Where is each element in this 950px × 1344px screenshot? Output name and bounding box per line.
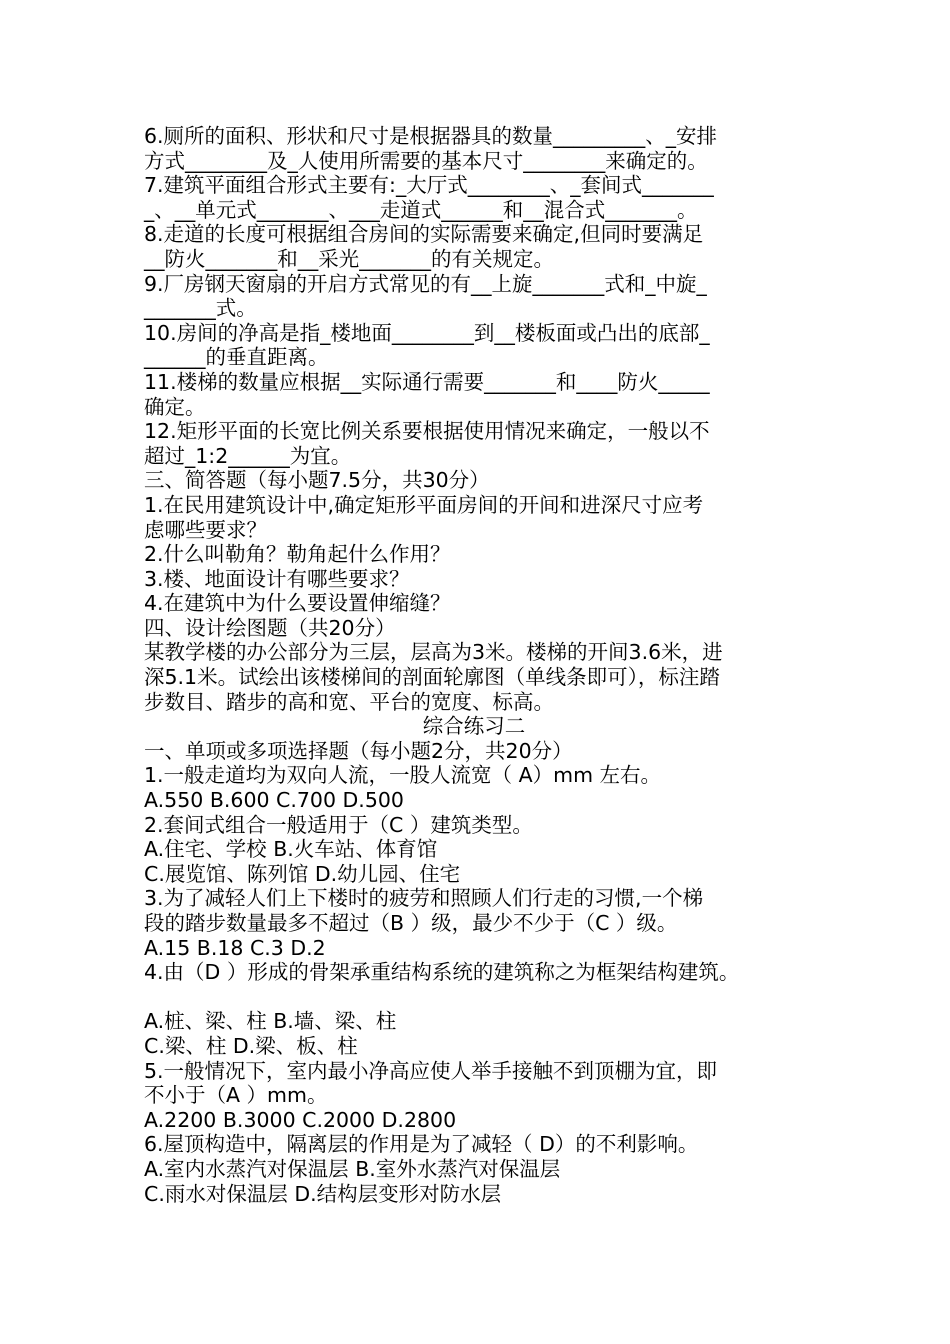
text-line: ______的垂直距离。 <box>144 345 329 370</box>
text-line: 12.矩形平面的长宽比例关系要根据使用情况来确定，一般以不 <box>144 419 710 444</box>
text-line: 2.什么叫勒角？勒角起什么作用？ <box>144 542 451 567</box>
text-line: 虑哪些要求？ <box>144 517 267 542</box>
answer-options: A.15 B.18 C.3 D.2 <box>144 935 326 960</box>
text-line: 某教学楼的办公部分为三层，层高为3米。楼梯的开间3.6米，进 <box>144 640 723 665</box>
answer-options: A.2200 B.3000 C.2000 D.2800 <box>144 1107 457 1132</box>
text-line: 不小于（A ）mm。 <box>144 1083 328 1108</box>
document-page <box>144 124 824 1206</box>
text-line: 6.屋顶构造中，隔离层的作用是为了减轻（ D）的不利影响。 <box>144 1132 699 1157</box>
text-line: 6.厕所的面积、形状和尺寸是根据器具的数量_________、_安排 <box>144 124 718 148</box>
text-line: 1.在民用建筑设计中,确定矩形平面房间的开间和进深尺寸应考 <box>144 492 704 517</box>
answer-options: A.室内水蒸汽对保温层 B.室外水蒸汽对保温层 <box>144 1156 561 1181</box>
exercise-title: 综合练习二 <box>422 714 526 739</box>
text-line: 9.厂房钢天窗扇的开启方式常见的有__上旋_______式和_中旋_ <box>144 271 707 296</box>
text-line: 超过_1:2______为宜。 <box>144 443 352 468</box>
text-line: 段的踏步数量最多不超过（B ）级，最少不少于（C ）级。 <box>144 911 678 935</box>
answer-options: A.住宅、学校 B.火车站、体育馆 <box>144 837 438 862</box>
text-line: 5.一般情况下，室内最小净高应使人举手接触不到顶棚为宜，即 <box>144 1058 718 1083</box>
text-line: 7.建筑平面组合形式主要有:_大厅式________、_套间式_______ <box>144 173 714 198</box>
text-line: 4.由（D ）形成的骨架承重结构系统的建筑称之为框架结构建筑。 <box>144 960 740 985</box>
text-line: 4.在建筑中为什么要设置伸缩缝？ <box>144 591 451 616</box>
text-line: 3.楼、地面设计有哪些要求？ <box>144 566 410 591</box>
text-line: 8.走道的长度可根据组合房间的实际需要来确定,但同时要满足 <box>144 222 704 247</box>
text-line: 方式________及_人使用所需要的基本尺寸________来确定的。 <box>144 148 708 173</box>
text-line: 11.楼梯的数量应根据__实际通行需要_______和____防火_____ <box>144 369 710 394</box>
text-line: 3.为了减轻人们上下楼时的疲劳和照顾人们行走的习惯,一个梯 <box>144 886 704 911</box>
text-line: 2.套间式组合一般适用于（C ）建筑类型。 <box>144 812 533 837</box>
answer-options: C.梁、柱 D.梁、板、柱 <box>144 1033 358 1058</box>
text-line: 确定。 <box>144 394 206 419</box>
text-line: 10.房间的净高是指_楼地面________到__楼板面或凸出的底部_ <box>144 320 710 345</box>
text-line: 深5.1米。试绘出该楼梯间的剖面轮廓图（单线条即可），标注踏 <box>144 665 720 690</box>
text-line: __防火_______和__采光_______的有关规定。 <box>144 246 554 271</box>
answer-options: A.桩、梁、柱 B.墙、梁、柱 <box>144 1009 397 1034</box>
answer-options: A.550 B.600 C.700 D.500 <box>144 788 404 813</box>
section-heading: 一、单项或多项选择题（每小题2分，共20分） <box>144 738 573 763</box>
text-line: 步数目、踏步的高和宽、平台的宽度、标高。 <box>144 689 554 714</box>
answer-options: C.展览馆、陈列馆 D.幼儿园、住宅 <box>144 861 461 886</box>
text-line: _、__单元式_______、___走道式______和__混合式_______。 <box>144 197 698 222</box>
section-heading: 四、设计绘图题（共20分） <box>144 615 396 640</box>
section-heading: 三、简答题（每小题7.5分，共30分） <box>144 468 490 493</box>
blank-line <box>144 985 824 1010</box>
text-line: 1.一般走道均为双向人流，一股人流宽（ A）mm 左右。 <box>144 763 662 788</box>
text-line: _______式。 <box>144 296 257 321</box>
answer-options: C.雨水对保温层 D.结构层变形对防水层 <box>144 1181 502 1206</box>
